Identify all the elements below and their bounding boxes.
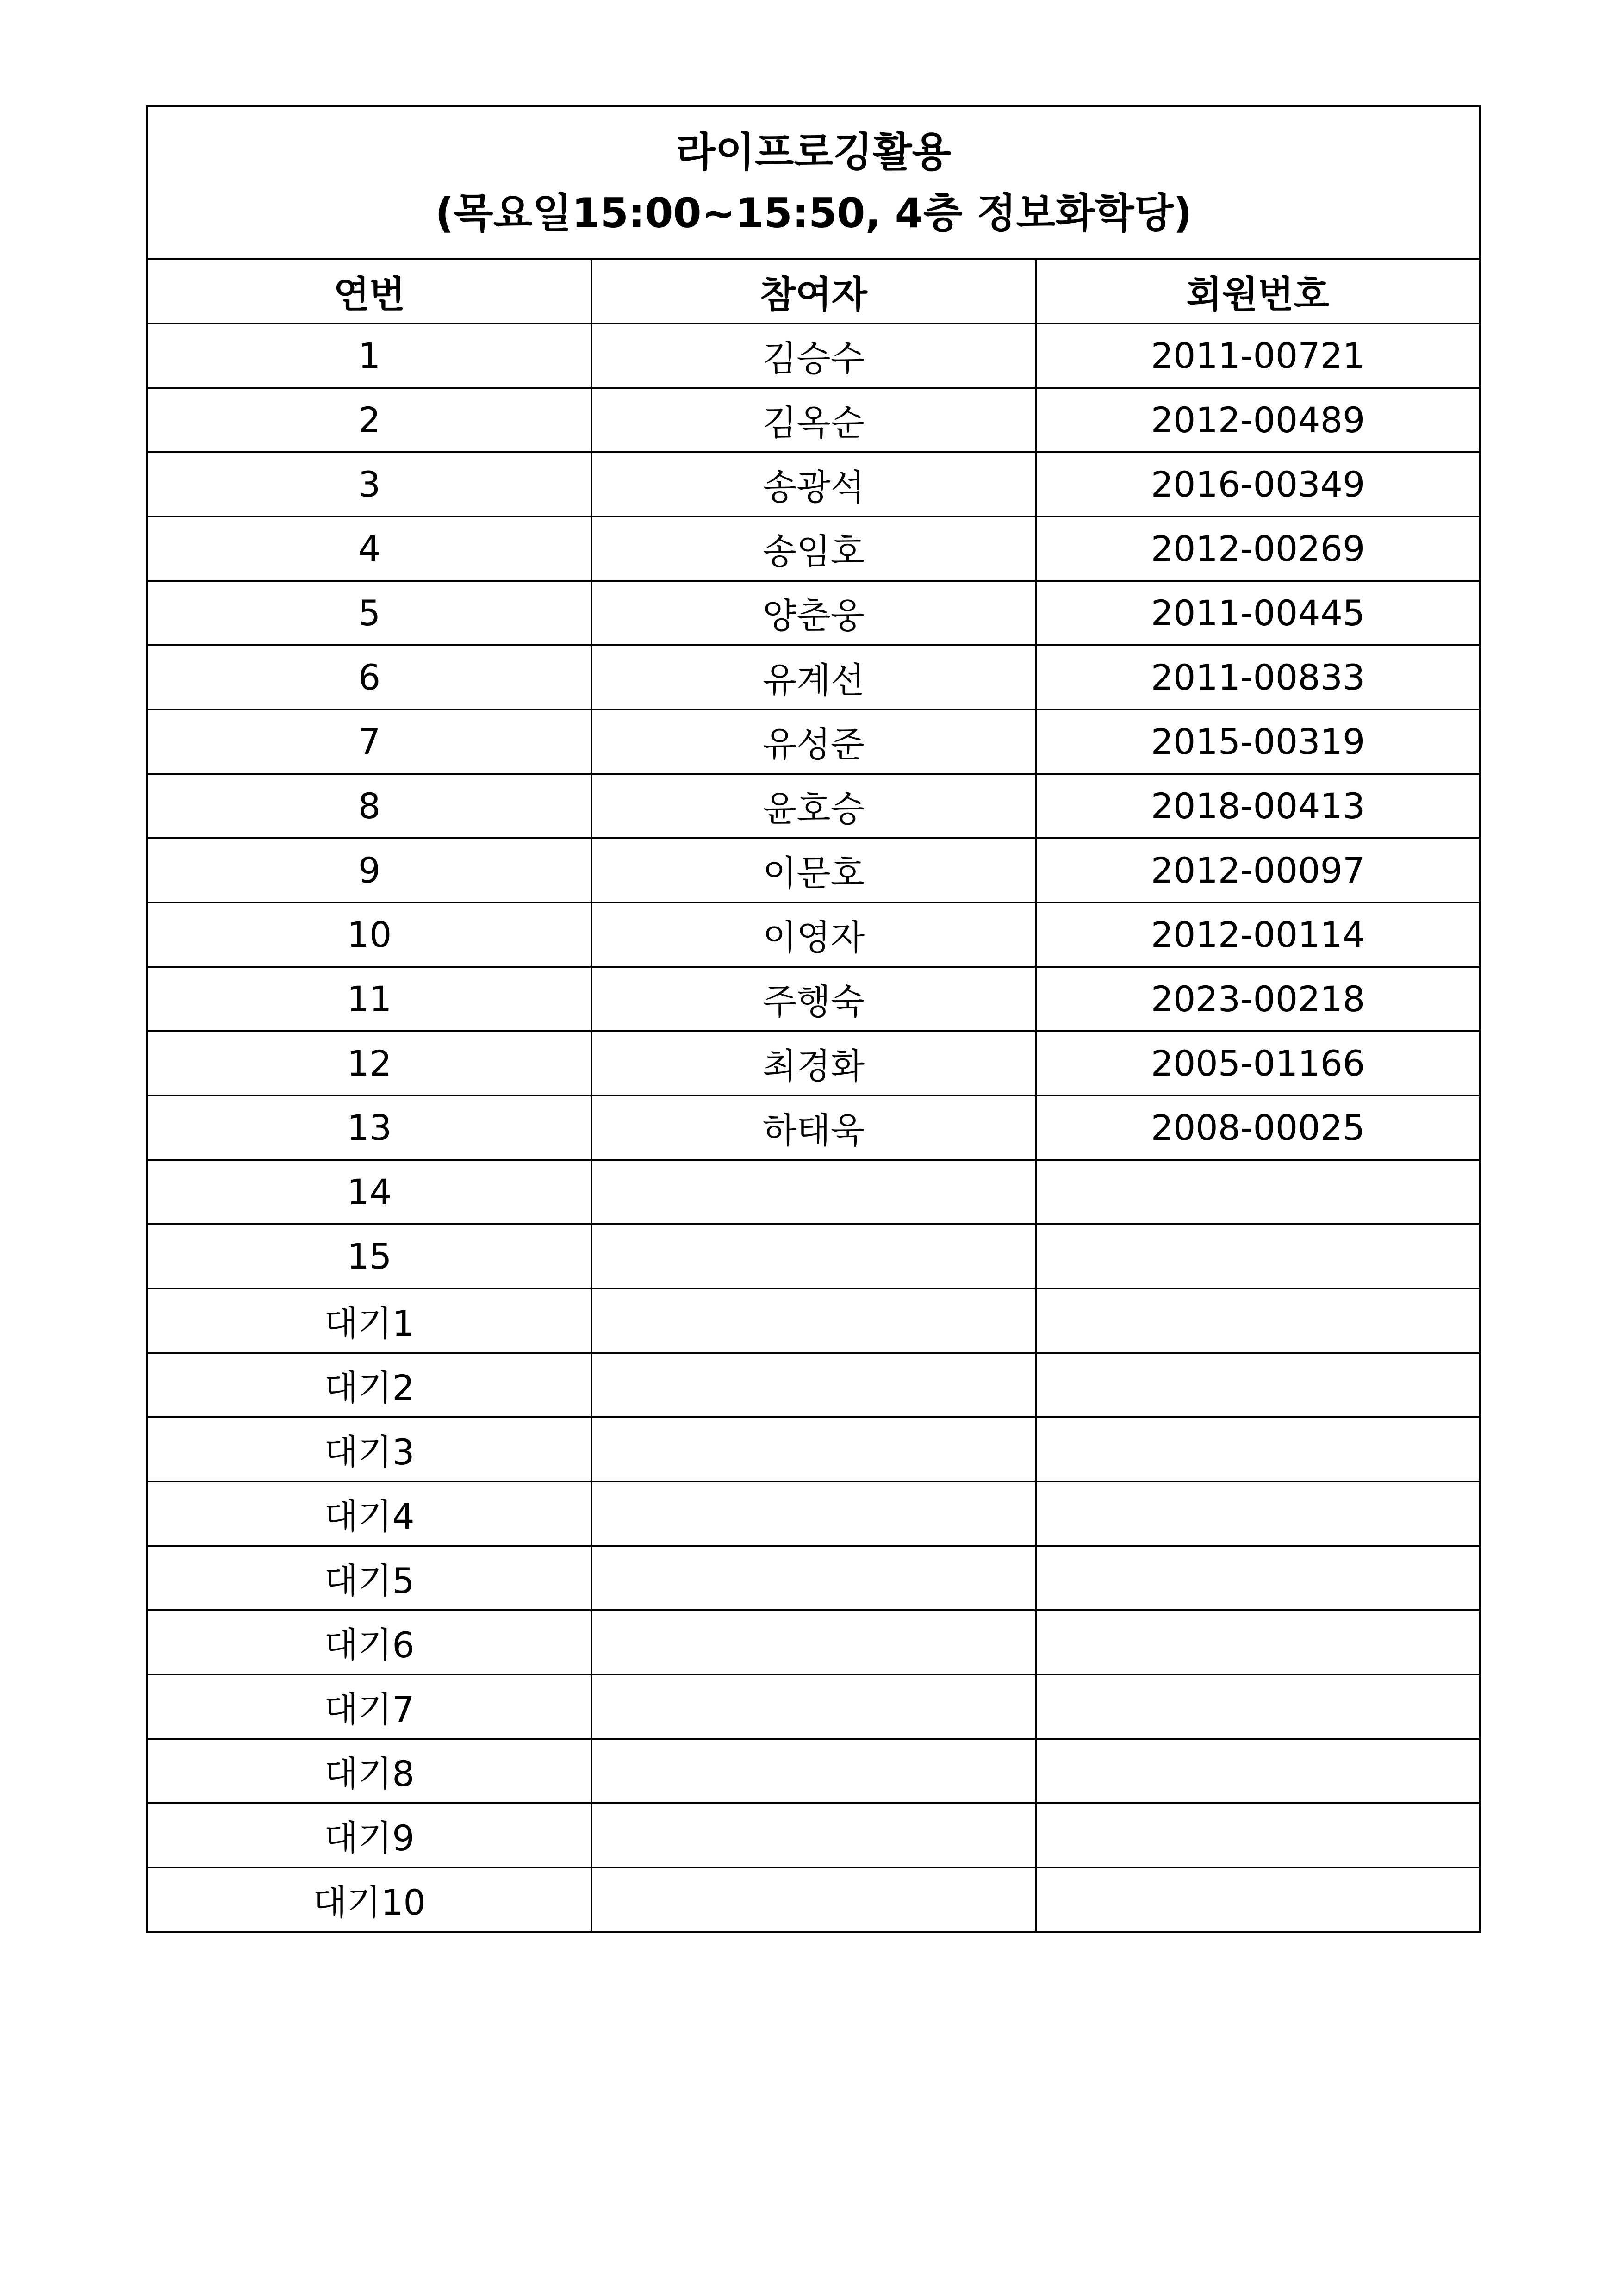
cell-participant (591, 1481, 1036, 1546)
cell-member-id: 2011-00833 (1036, 645, 1480, 709)
cell-member-id (1036, 1353, 1480, 1417)
cell-number: 5 (147, 581, 591, 645)
cell-participant (591, 1546, 1036, 1610)
cell-number: 2 (147, 388, 591, 452)
cell-participant (591, 1674, 1036, 1739)
cell-member-id: 2012-00097 (1036, 838, 1480, 902)
table-row (147, 1481, 1480, 1546)
column-header-number: 연번 (147, 259, 591, 324)
table-row (147, 1803, 1480, 1867)
cell-member-id (1036, 1674, 1480, 1739)
table-row (147, 902, 1480, 967)
table-row (147, 1417, 1480, 1481)
cell-number: 8 (147, 774, 591, 838)
table-row (147, 581, 1480, 645)
cell-number: 1 (147, 324, 591, 388)
attendance-table (146, 105, 1481, 1933)
cell-number: 6 (147, 645, 591, 709)
cell-member-id: 2018-00413 (1036, 774, 1480, 838)
table-row (147, 645, 1480, 709)
cell-member-id (1036, 1224, 1480, 1288)
cell-number: 7 (147, 709, 591, 774)
cell-member-id: 2015-00319 (1036, 709, 1480, 774)
cell-number: 대기3 (147, 1417, 591, 1481)
cell-number: 대기1 (147, 1288, 591, 1353)
cell-number: 대기2 (147, 1353, 591, 1417)
table-row (147, 838, 1480, 902)
cell-number: 11 (147, 967, 591, 1031)
table-body (147, 324, 1480, 1932)
cell-participant: 윤호승 (591, 774, 1036, 838)
cell-participant: 유계선 (591, 645, 1036, 709)
cell-participant (591, 1867, 1036, 1932)
cell-number: 12 (147, 1031, 591, 1095)
cell-number: 9 (147, 838, 591, 902)
cell-participant (591, 1288, 1036, 1353)
table-row (147, 774, 1480, 838)
cell-member-id (1036, 1160, 1480, 1224)
table-row (147, 1546, 1480, 1610)
table-row (147, 1288, 1480, 1353)
cell-number: 대기8 (147, 1739, 591, 1803)
cell-number: 4 (147, 516, 591, 581)
cell-participant: 양춘웅 (591, 581, 1036, 645)
cell-member-id: 2023-00218 (1036, 967, 1480, 1031)
cell-participant (591, 1353, 1036, 1417)
cell-member-id: 2012-00114 (1036, 902, 1480, 967)
cell-participant: 송광석 (591, 452, 1036, 516)
cell-participant: 주행숙 (591, 967, 1036, 1031)
cell-member-id (1036, 1546, 1480, 1610)
cell-number: 10 (147, 902, 591, 967)
table-row (147, 452, 1480, 516)
cell-member-id: 2011-00721 (1036, 324, 1480, 388)
cell-participant: 김승수 (591, 324, 1036, 388)
table-row (147, 1224, 1480, 1288)
table-row (147, 1031, 1480, 1095)
cell-member-id: 2012-00269 (1036, 516, 1480, 581)
cell-member-id (1036, 1417, 1480, 1481)
cell-participant (591, 1803, 1036, 1867)
table-row (147, 1160, 1480, 1224)
table-row (147, 1739, 1480, 1803)
cell-participant (591, 1224, 1036, 1288)
column-header-member-id: 회원번호 (1036, 259, 1480, 324)
cell-member-id: 2011-00445 (1036, 581, 1480, 645)
table-title (147, 106, 1480, 259)
table-row (147, 388, 1480, 452)
cell-participant (591, 1610, 1036, 1674)
cell-member-id (1036, 1867, 1480, 1932)
cell-member-id: 2005-01166 (1036, 1031, 1480, 1095)
cell-member-id (1036, 1803, 1480, 1867)
cell-member-id: 2012-00489 (1036, 388, 1480, 452)
cell-member-id (1036, 1610, 1480, 1674)
cell-participant: 김옥순 (591, 388, 1036, 452)
table-row (147, 516, 1480, 581)
header-row (147, 259, 1480, 324)
cell-number: 대기4 (147, 1481, 591, 1546)
cell-participant: 하태욱 (591, 1095, 1036, 1160)
cell-number: 대기6 (147, 1610, 591, 1674)
cell-participant (591, 1417, 1036, 1481)
table-row (147, 324, 1480, 388)
table-row (147, 1610, 1480, 1674)
cell-participant (591, 1160, 1036, 1224)
column-header-participant: 참여자 (591, 259, 1036, 324)
cell-number: 13 (147, 1095, 591, 1160)
cell-number: 대기9 (147, 1803, 591, 1867)
table-row (147, 709, 1480, 774)
cell-number: 대기5 (147, 1546, 591, 1610)
table-row (147, 1353, 1480, 1417)
table-row (147, 1867, 1480, 1932)
cell-participant: 이영자 (591, 902, 1036, 967)
cell-number: 14 (147, 1160, 591, 1224)
cell-number: 3 (147, 452, 591, 516)
table-row (147, 967, 1480, 1031)
cell-participant: 송임호 (591, 516, 1036, 581)
cell-member-id (1036, 1481, 1480, 1546)
cell-member-id: 2016-00349 (1036, 452, 1480, 516)
cell-participant: 이문호 (591, 838, 1036, 902)
cell-participant (591, 1739, 1036, 1803)
cell-number: 대기10 (147, 1867, 591, 1932)
table-row (147, 1674, 1480, 1739)
cell-member-id: 2008-00025 (1036, 1095, 1480, 1160)
cell-member-id (1036, 1288, 1480, 1353)
title-line-1: 라이프로깅활용 (676, 128, 952, 176)
cell-participant: 유성준 (591, 709, 1036, 774)
cell-member-id (1036, 1739, 1480, 1803)
title-row (147, 106, 1480, 259)
cell-number: 대기7 (147, 1674, 591, 1739)
title-line-2: (목요일15:00~15:50, 4층 정보화학당) (435, 189, 1192, 237)
cell-participant: 최경화 (591, 1031, 1036, 1095)
table-row (147, 1095, 1480, 1160)
cell-number: 15 (147, 1224, 591, 1288)
